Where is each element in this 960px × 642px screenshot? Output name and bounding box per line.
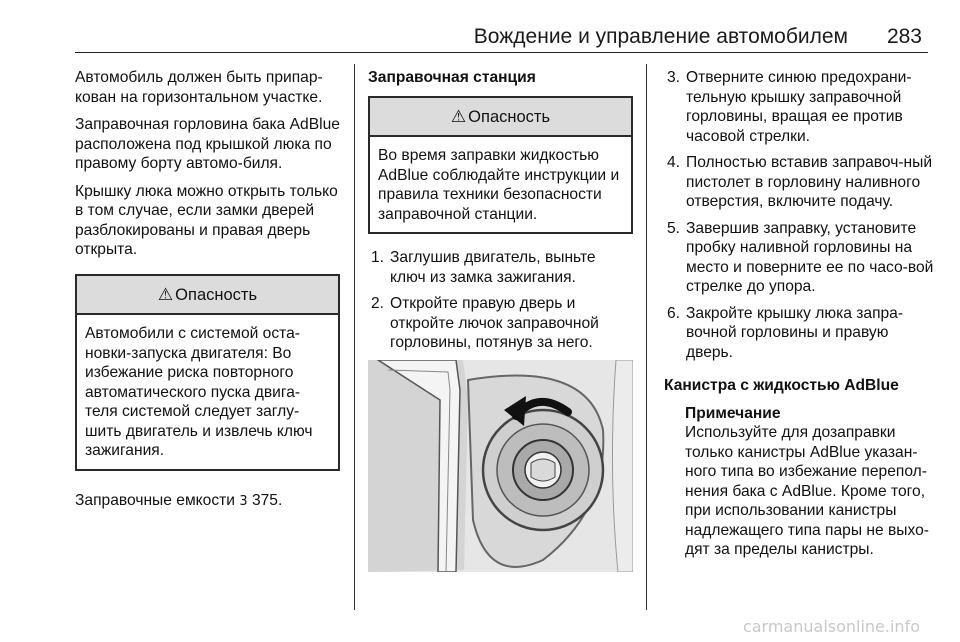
steps-list-2 <box>664 68 934 362</box>
section-title-canister: Канистра с жидкостью AdBlue <box>664 377 899 394</box>
page-number: 283 <box>886 25 922 48</box>
capacity-reference: Заправочные емкости 3 375. <box>75 491 283 509</box>
warning-box-station <box>368 96 633 235</box>
warning-text: Во время заправки жидкостью AdBlue соблюдайте инструкции и правила техники безопасности заправочной станции. <box>378 147 620 223</box>
paragraph-parking: Автомобиль должен быть припар-кован на горизонтальном участке. <box>75 69 323 106</box>
warning-triangle-icon: ⚠ <box>450 106 467 126</box>
paragraph-filler-location: Заправочная горловина бака AdBlue расположена под крышкой люка по правому борту автомо-биля. <box>75 116 340 172</box>
header-title: Вождение и управление автомобилем <box>473 25 848 48</box>
capacity-page-link[interactable]: 375. <box>251 491 283 509</box>
left-column <box>75 68 340 519</box>
page-header <box>0 0 960 50</box>
header-rule <box>75 52 928 53</box>
step-item: 6. Закройте крышку люка запра-вочной горловины и правую дверь. <box>667 304 904 361</box>
warning-heading: ⚠ Опасность <box>370 98 631 138</box>
filler-flap-illustration <box>368 360 633 572</box>
note-label: Примечание <box>685 404 781 422</box>
column-divider-2 <box>646 64 647 610</box>
step-item: 4. Полностью вставив заправоч-ный пистолет в горловину наливного отверстия, включите подачу. <box>667 154 933 210</box>
middle-column <box>368 68 633 572</box>
step-item: 5. Завершив заправку, установите пробку наливной горловины на место и поверните ее по часо-вой стрелке до упора. <box>667 219 934 295</box>
right-column <box>664 68 934 560</box>
note-text: Используйте для дозаправки только канистры AdBlue указан-ного типа во избежание перепол-нения бака с AdBlue. Кроме того, при использовании канистры надлежащего типа пары не выхо-дят за пределы канистры. <box>685 424 929 558</box>
warning-box-stop-start <box>75 274 340 471</box>
warning-heading: ⚠ Опасность <box>77 276 338 316</box>
column-divider-1 <box>354 64 355 610</box>
warning-triangle-icon: ⚠ <box>157 284 174 304</box>
step-item: 1. Заглушив двигатель, выньте ключ из замка зажигания. <box>371 249 596 286</box>
section-title-station: Заправочная станция <box>368 69 536 86</box>
page-reference-arrow-icon: 3 <box>239 493 248 509</box>
watermark: carmanualsonline.info <box>742 617 920 636</box>
filler-flap-drawing <box>368 360 633 572</box>
step-item: 2. Откройте правую дверь и откройте лючок заправочной горловины, потянув за него. <box>371 295 599 351</box>
warning-text: Автомобили с системой оста-новки-запуска двигателя: Во избежание риска повторного автоматического пуска двига-теля системой следует заглу-шить двигатель и извлечь ключ зажигания. <box>85 325 313 459</box>
step-item: 3. Отверните синюю предохрани-тельную крышку заправочной горловины, вращая ее против часовой стрелки. <box>667 69 912 145</box>
paragraph-flap-open: Крышку люка можно открыть только в том случае, если замки дверей разблокированы и правая дверь открыта. <box>75 182 338 258</box>
steps-list-1 <box>368 248 633 353</box>
note-block <box>664 404 934 560</box>
